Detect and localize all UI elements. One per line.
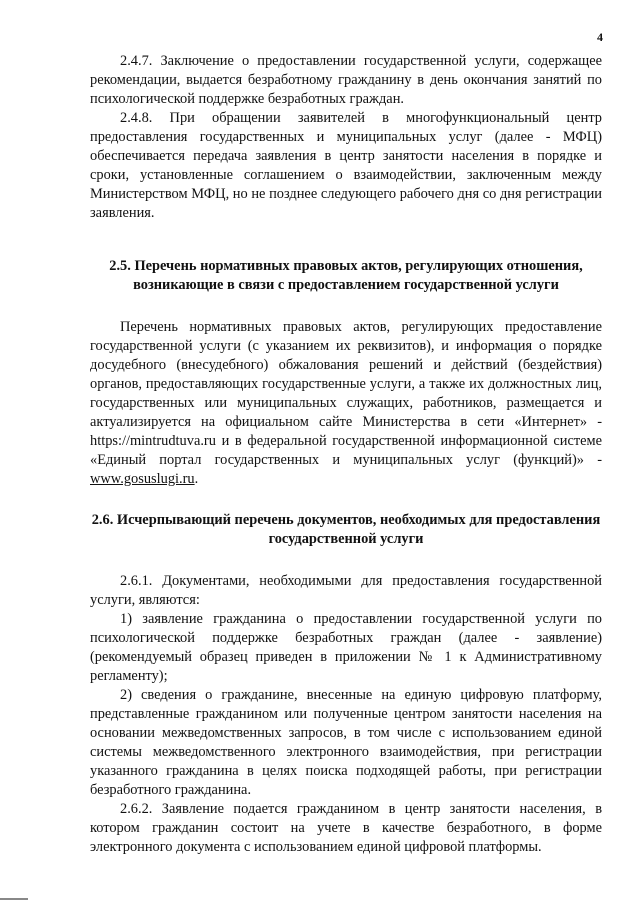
gosuslugi-link[interactable]: www.gosuslugi.ru [90, 471, 195, 487]
paragraph-2-6-1: 2.6.1. Документами, необходимыми для предоставления государственной услуги, являются: [90, 573, 602, 608]
document-body [90, 52, 602, 857]
mintrud-link[interactable]: https://mintrudtuva.ru [90, 433, 216, 449]
paragraph-2-4-7: 2.4.7. Заключение о предоставлении государственной услуги, содержащее рекомендации, выдается безработному гражданину в день окончания занятий по психологической поддержке безработных граждан. [90, 53, 602, 107]
page-number: 4 [597, 30, 603, 44]
spacer [90, 223, 602, 257]
spacer [90, 489, 602, 511]
section-heading-2-5: 2.5. Перечень нормативных правовых актов, регулирующих отношения, возникающие в связи с предоставлением государственной услуги [109, 258, 583, 293]
spacer [90, 295, 602, 318]
paragraph-2-6-2: 2.6.2. Заявление подается гражданином в центр занятости населения, в котором гражданин состоит на учете в качестве безработного, в форме электронного документа с использованием единой цифровой платформы. [90, 801, 602, 855]
list-item-2: 2) сведения о гражданине, внесенные на единую цифровую платформу, представленные гражданином или полученные центром занятости населения на основании межведомственных запросов, в том числе с использованием единой системы межведомственного электронного взаимодействия, при регистрации указанного гражданина в целях поиска подходящей работы, при регистрации безработного гражданина. [90, 687, 602, 798]
list-item-1: 1) заявление гражданина о предоставлении государственной услуги по психологической поддержке безработных граждан (далее - заявление) (рекомендуемый образец приведен в приложении № 1 к Административному регламенту); [90, 611, 602, 684]
paragraph-2-5-body [90, 318, 602, 489]
section-heading-2-6: 2.6. Исчерпывающий перечень документов, необходимых для предоставления государственной услуги [91, 512, 601, 547]
spacer [90, 549, 602, 572]
paragraph-2-5-text-start: Перечень нормативных правовых актов, регулирующих предоставление государственной услуги (с указанием их реквизитов), и информация о порядке досудебного (внесудебного) обжалования решений и действий (бездействия) органов, предоставляющих государственные услуги, а также их должностных лиц, государственных или муниципальных служащих, работников, размещается и актуализируется на официальном сайте Министерства в сети «Интернет» - [90, 319, 602, 430]
paragraph-2-4-8: 2.4.8. При обращении заявителей в многофункциональный центр предоставления государственных и муниципальных услуг (далее - МФЦ) обеспечивается передача заявления в центр занятости населения в порядке и сроки, установленные соглашением о взаимодействии, заключенным между Министерством МФЦ, но не позднее следующего рабочего дня со дня регистрации заявления. [90, 110, 602, 221]
paragraph-2-5-text-middle: и в федеральной государственной информационной системе «Единый портал государственных и муниципальных услуг (функций)» - [90, 433, 602, 468]
paragraph-2-5-text-end: . [194, 471, 199, 487]
